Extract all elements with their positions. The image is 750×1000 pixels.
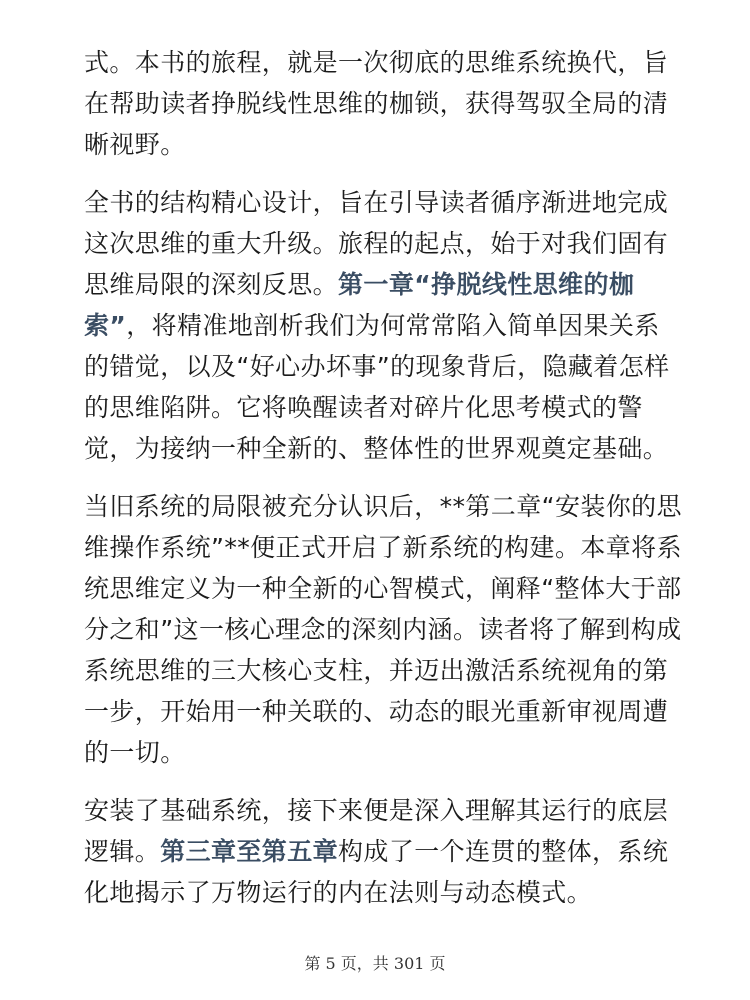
paragraph-text: ，将精准地剖析我们为何常常陷入简单因果关系的错觉，以及“好心办坏事”的现象背后，隐藏着怎样的思维陷阱。它将唤醒读者对碎片化思考模式的警觉，为接纳一种全新的、整体性的世界观奠定基础。: [84, 311, 670, 463]
body-text: [84, 42, 684, 930]
highlighted-chapter-text: 第三章至第五章: [160, 837, 339, 866]
paragraph-text: 式。本书的旅程，就是一次彻底的思维系统换代，旨在帮助读者挣脱线性思维的枷锁，获得驾驭全局的清晰视野。: [84, 48, 669, 159]
paragraph: [84, 486, 684, 773]
paragraph-text: 全书的结构精心设计，旨在引导读者循序渐进地完成这次思维的重大升级。旅程的起点，始于对我们固有思维局限的深刻反思。: [84, 188, 669, 299]
paragraph: [84, 790, 684, 913]
paragraph: [84, 182, 684, 469]
paragraph-text: 当旧系统的局限被充分认识后，**第二章“安装你的思维操作系统”**便正式开启了新系统的构建。本章将系统思维定义为一种全新的心智模式，阐释“整体大于部分之和”这一核心理念的深刻内涵。读者将了解到构成系统思维的三大核心支柱，并迈出激活系统视角的第一步，开始用一种关联的、动态的眼光重新审视周遭的一切。: [84, 492, 682, 767]
page-number-footer: 第 5 页，共 301 页: [304, 954, 446, 973]
highlighted-chapter-text: 第一章“挣脱线性思维的枷索”: [84, 270, 635, 340]
paragraph-text: 构成了一个连贯的整体，系统化地揭示了万物运行的内在法则与动态模式。: [84, 837, 669, 907]
paragraph-text: 安装了基础系统，接下来便是深入理解其运行的底层逻辑。: [84, 796, 669, 866]
paragraph: [84, 42, 684, 165]
